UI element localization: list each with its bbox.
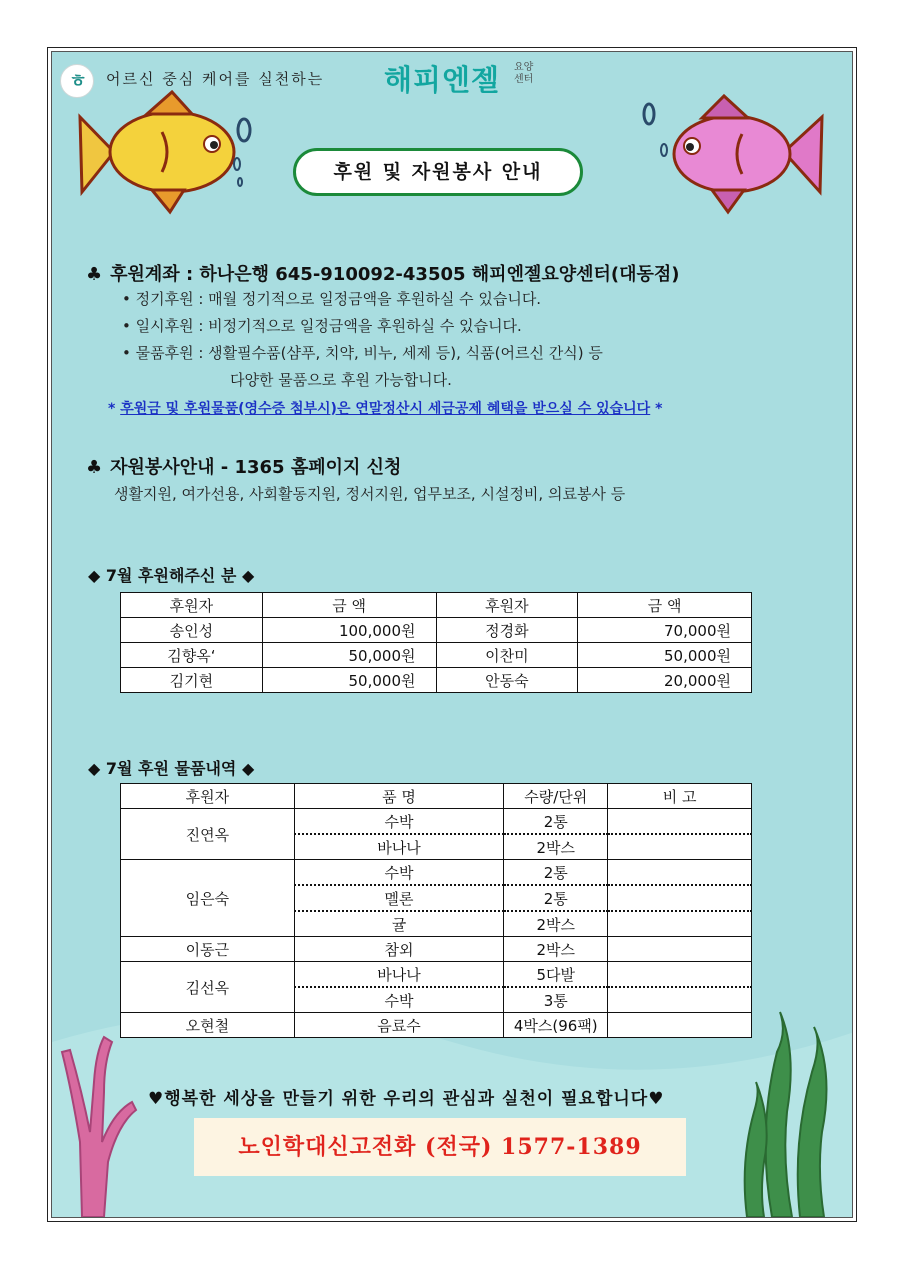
item-remark	[608, 911, 752, 937]
club-icon: ♣	[86, 457, 103, 478]
table-header: 후원자	[121, 593, 263, 618]
diamond-icon: ◆	[88, 759, 101, 778]
donation-amount: 50,000원	[578, 643, 752, 668]
money-section-heading: ◆ 7월 후원해주신 분 ◆	[88, 566, 255, 585]
item-quantity: 4박스(96팩)	[504, 1013, 608, 1038]
table-header: 수량/단위	[504, 784, 608, 809]
donation-amount: 50,000원	[262, 668, 436, 693]
item-remark	[608, 885, 752, 911]
donor-name: 김선옥	[121, 962, 295, 1013]
item-remark	[608, 809, 752, 835]
diamond-icon: ◆	[241, 566, 255, 585]
item-quantity: 2박스	[504, 937, 608, 962]
item-name: 참외	[294, 937, 504, 962]
donation-amount: 100,000원	[262, 618, 436, 643]
flyer	[51, 51, 853, 1218]
item-name: 수박	[294, 860, 504, 886]
money-donor-table	[120, 592, 752, 693]
table-header-row	[121, 784, 752, 809]
table-row	[121, 937, 752, 962]
item-name: 바나나	[294, 834, 504, 860]
item-remark	[608, 860, 752, 886]
table-row	[121, 668, 752, 693]
donation-heading: ♣ 후원계좌 : 하나은행 645-910092-43505 해피엔젤요양센터(대동점)	[86, 264, 680, 285]
item-name: 음료수	[294, 1013, 504, 1038]
table-header: 금 액	[578, 593, 752, 618]
elder-abuse-hotline: 노인학대신고전화 (전국) 1577-1389	[194, 1118, 686, 1176]
donor-name: 임은숙	[121, 860, 295, 937]
donor-name: 정경화	[436, 618, 578, 643]
table-header: 품 명	[294, 784, 504, 809]
table-row	[121, 618, 752, 643]
volunteer-heading: ♣ 자원봉사안내 - 1365 홈페이지 신청	[86, 457, 402, 478]
item-quantity: 2통	[504, 860, 608, 886]
donor-name: 김향옥‘	[121, 643, 263, 668]
bullet-goods-continuation: 다양한 물품으로 후원 가능합니다.	[230, 371, 452, 389]
donor-name: 오현철	[121, 1013, 295, 1038]
table-row	[121, 1013, 752, 1038]
diamond-icon: ◆	[241, 759, 255, 778]
item-remark	[608, 937, 752, 962]
donor-name: 안동숙	[436, 668, 578, 693]
item-name: 멜론	[294, 885, 504, 911]
tax-note: * 후원금 및 후원물품(영수증 첨부시)은 연말정산시 세금공제 혜택을 받으실 수 있습니다 *	[108, 401, 663, 417]
pink-fish-icon	[674, 96, 822, 212]
donor-name: 진연옥	[121, 809, 295, 860]
yellow-fish-icon	[80, 92, 234, 212]
tagline: 어르신 중심 케어를 실천하는	[106, 70, 325, 88]
item-remark	[608, 834, 752, 860]
slogan: ♥행복한 세상을 만들기 위한 우리의 관심과 실천이 필요합니다♥	[148, 1089, 665, 1109]
club-icon: ♣	[86, 264, 103, 285]
table-row	[121, 809, 752, 835]
donor-name: 송인성	[121, 618, 263, 643]
item-quantity: 3통	[504, 987, 608, 1013]
item-remark	[608, 1013, 752, 1038]
brand-subtitle: 요양 센터	[514, 62, 534, 85]
table-header: 후원자	[436, 593, 578, 618]
donor-name: 이동근	[121, 937, 295, 962]
table-header: 후원자	[121, 784, 295, 809]
center-logo: ㅎ	[60, 64, 94, 98]
volunteer-areas: 생활지원, 여가선용, 사회활동지원, 정서지원, 업무보조, 시설정비, 의료봉사 등	[114, 485, 626, 503]
item-name: 바나나	[294, 962, 504, 988]
donor-name: 김기현	[121, 668, 263, 693]
donor-name: 이찬미	[436, 643, 578, 668]
item-remark	[608, 987, 752, 1013]
item-quantity: 2박스	[504, 911, 608, 937]
donation-amount: 20,000원	[578, 668, 752, 693]
item-name: 수박	[294, 809, 504, 835]
goods-donor-table	[120, 783, 752, 1038]
table-header: 금 액	[262, 593, 436, 618]
donation-amount: 70,000원	[578, 618, 752, 643]
item-quantity: 2박스	[504, 834, 608, 860]
item-quantity: 2통	[504, 809, 608, 835]
table-row	[121, 962, 752, 988]
item-quantity: 5다발	[504, 962, 608, 988]
diamond-icon: ◆	[88, 566, 101, 585]
item-remark	[608, 962, 752, 988]
table-header: 비 고	[608, 784, 752, 809]
donation-amount: 50,000원	[262, 643, 436, 668]
table-header-row	[121, 593, 752, 618]
bullet-goods: • 물품후원 : 생활필수품(샴푸, 치약, 비누, 세제 등), 식품(어르신 간식) 등	[122, 344, 603, 362]
seaweed-icon	[745, 1012, 827, 1217]
item-name: 귤	[294, 911, 504, 937]
page-title: 후원 및 자원봉사 안내	[293, 148, 583, 196]
item-quantity: 2통	[504, 885, 608, 911]
bullet-onetime: • 일시후원 : 비정기적으로 일정금액을 후원하실 수 있습니다.	[122, 317, 522, 335]
table-row	[121, 860, 752, 886]
item-name: 수박	[294, 987, 504, 1013]
brand-name: 해피엔젤	[384, 63, 501, 97]
table-row	[121, 643, 752, 668]
goods-section-heading: ◆ 7월 후원 물품내역 ◆	[88, 759, 255, 778]
bullet-regular: • 정기후원 : 매월 정기적으로 일정금액을 후원하실 수 있습니다.	[122, 290, 542, 308]
